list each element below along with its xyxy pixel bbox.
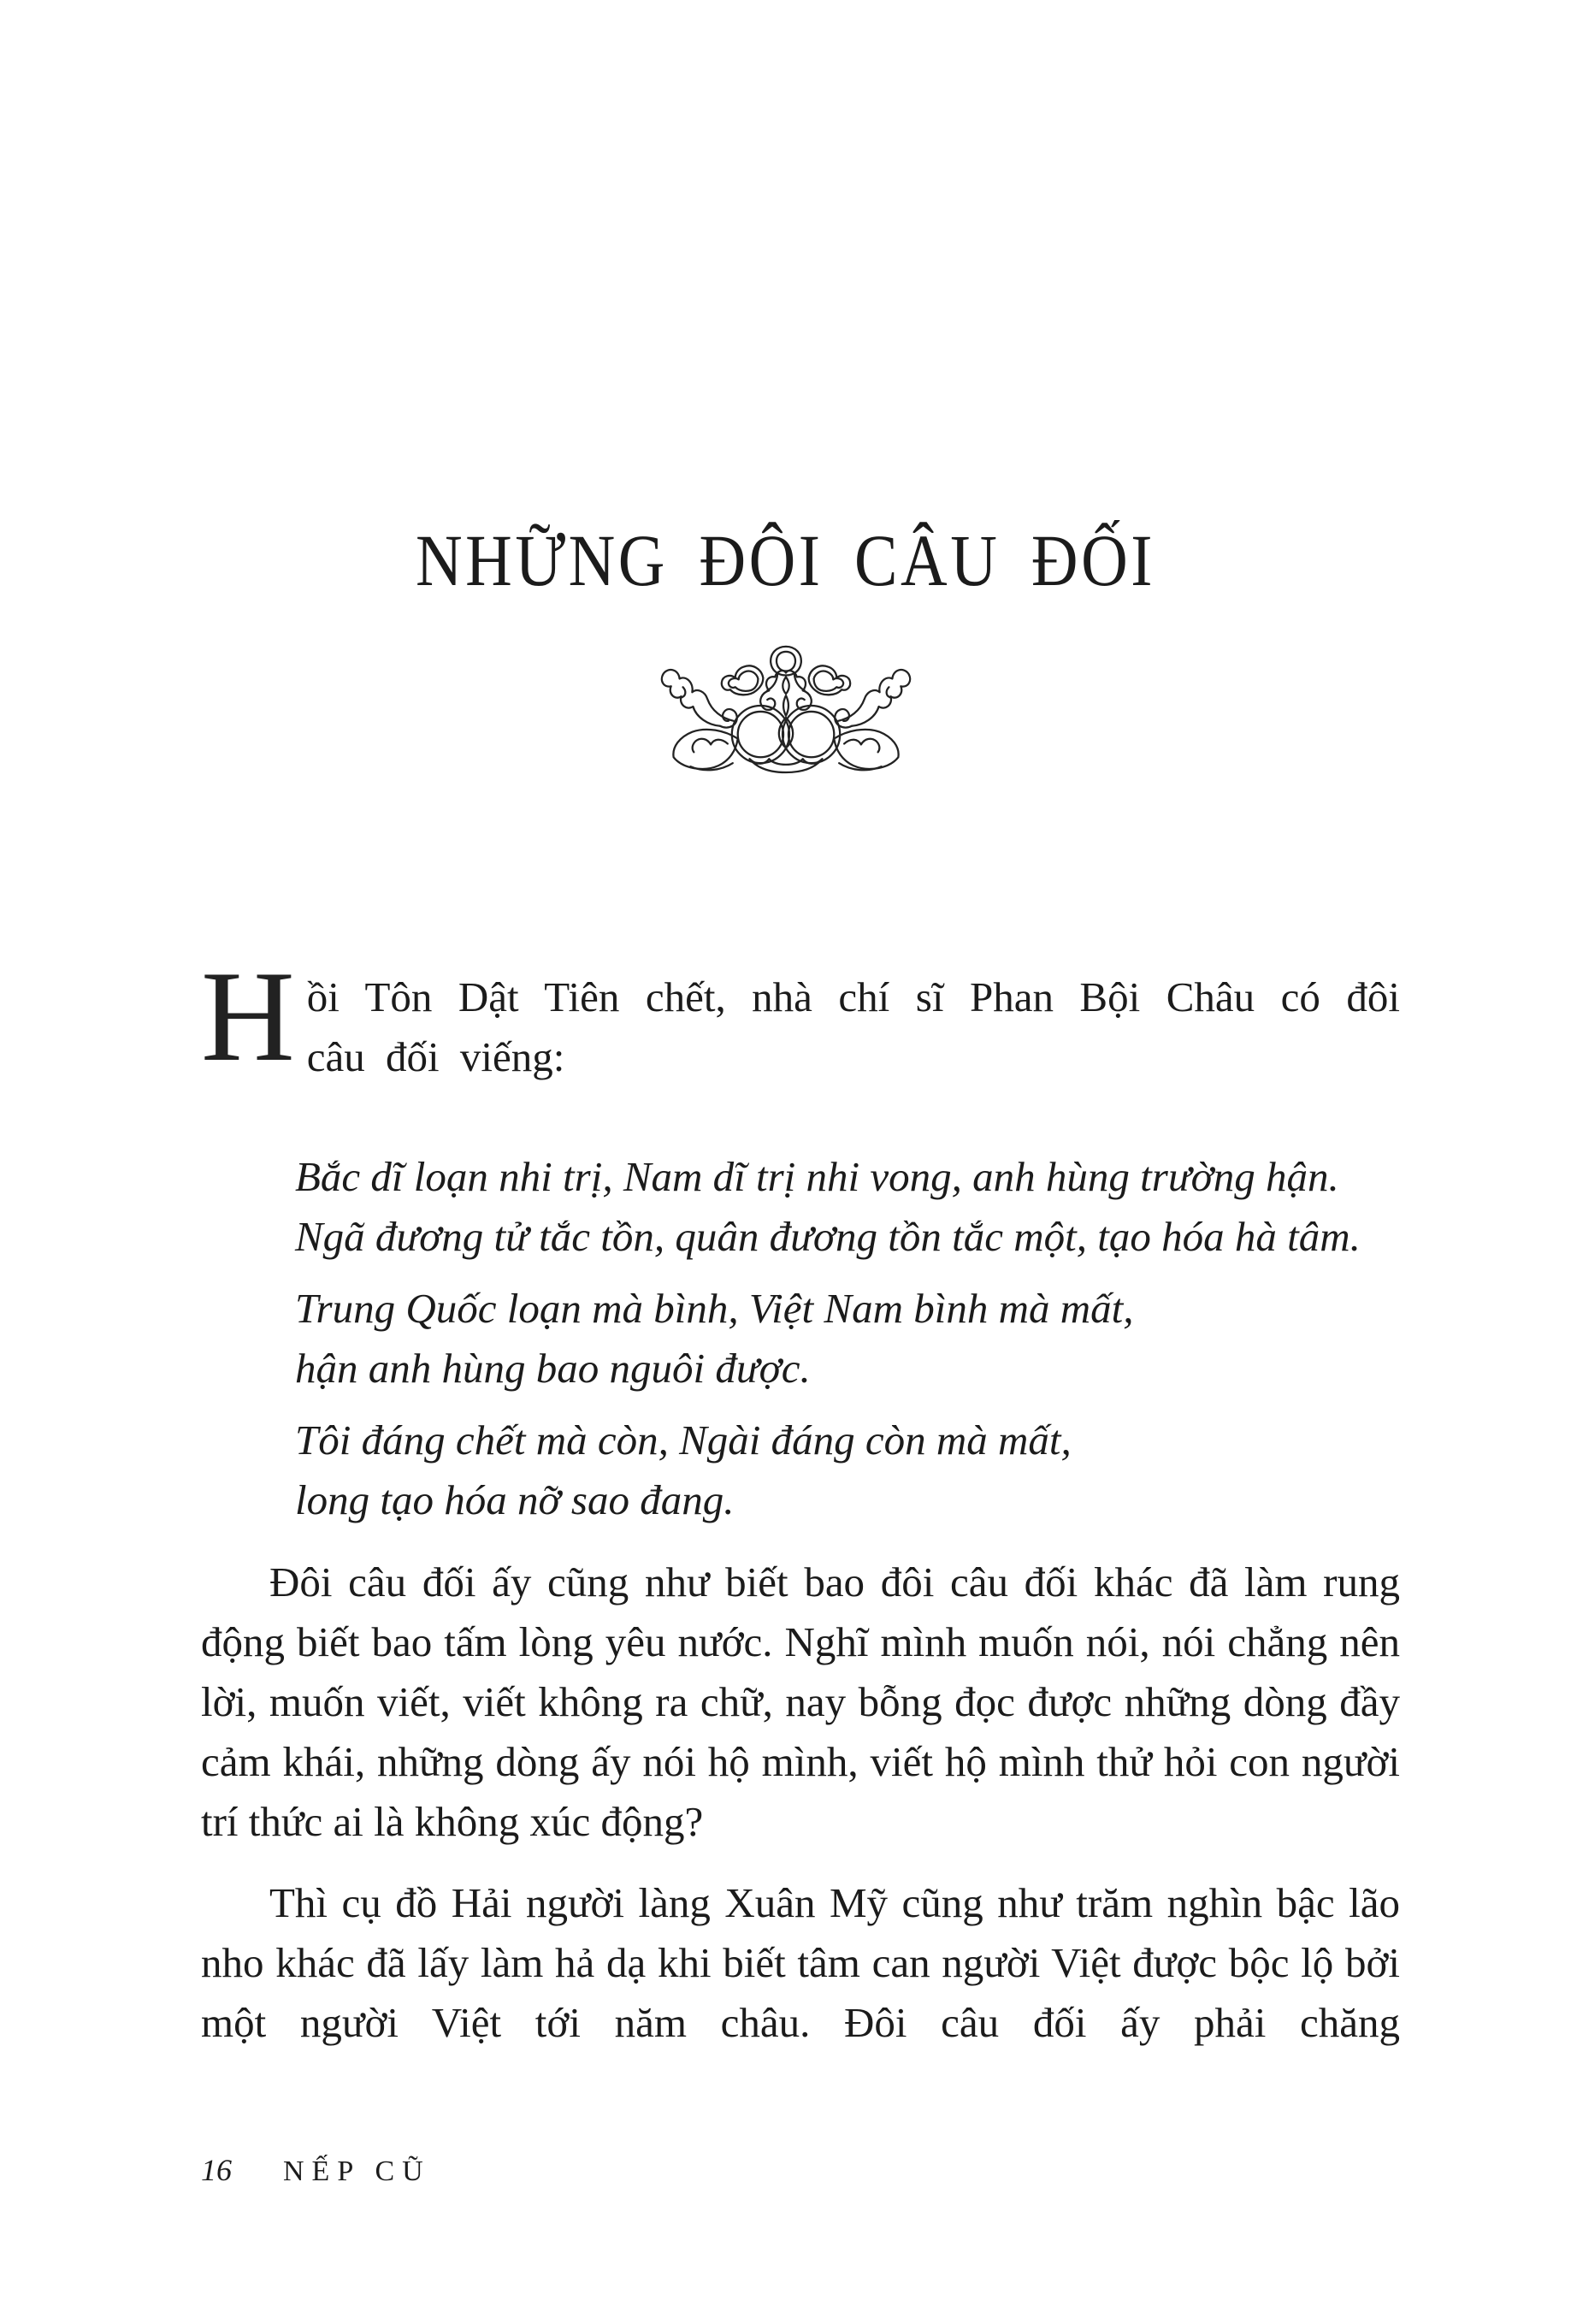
page-number: 16 — [201, 2153, 232, 2187]
verse-line: Trung Quốc loạn mà bình, Việt Nam bình mà mất, — [295, 1285, 1134, 1332]
intro-paragraph — [201, 944, 1400, 1088]
verse-line: Tôi đáng chết mà còn, Ngài đáng còn mà mất, — [295, 1416, 1072, 1464]
body-paragraph: Thì cụ đồ Hải người làng Xuân Mỹ cũng như trăm nghìn bậc lão nho khác đã lấy làm hả dạ khi biết tâm can người Việt được bộc lộ bởi một người Việt tới năm châu. Đôi câu đối ấy phải chăng — [201, 1879, 1400, 2046]
verse-block — [295, 1147, 1400, 1530]
intro-text: ồi Tôn Dật Tiên chết, nhà chí sĩ Phan Bội Châu có đôi câu đối viếng: — [306, 973, 1400, 1080]
chapter-title: NHỮNG ĐÔI CÂU ĐỐI — [416, 519, 1155, 601]
page-footer — [201, 2152, 431, 2188]
verse-line: long tạo hóa nỡ sao đang. — [295, 1476, 735, 1523]
drop-cap: H — [201, 944, 295, 1088]
verse-line: Bắc dĩ loạn nhi trị, Nam dĩ trị nhi vong, anh hùng trường hận. — [295, 1153, 1339, 1200]
verse-line: hận anh hùng bao nguôi được. — [295, 1345, 811, 1392]
floral-crown-ornament-icon — [642, 640, 930, 775]
running-title: NẾP CŨ — [283, 2155, 431, 2187]
text-block — [201, 944, 1400, 2053]
verse-line: Ngã đương tử tắc tồn, quân đương tồn tắc một, tạo hóa hà tâm. — [295, 1213, 1361, 1260]
body-paragraph: Đôi câu đối ấy cũng như biết bao đôi câu đối khác đã làm rung động biết bao tấm lòng yêu nước. Nghĩ mình muốn nói, nói chẳng nên lời, muốn viết, viết không ra chữ, nay bỗng đọc được những dòng đầy cảm khái, những dòng ấy nói hộ mình, viết hộ mình thử hỏi con người trí thức ai là không xúc động? — [201, 1558, 1400, 1845]
